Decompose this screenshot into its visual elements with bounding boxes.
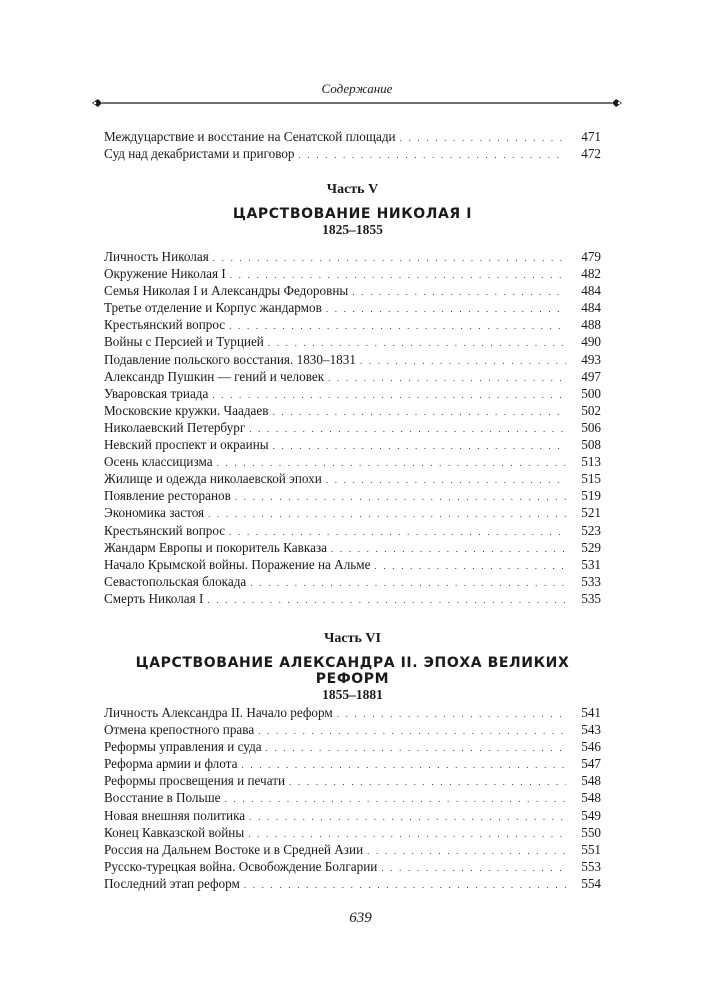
toc-entry-title: Появление ресторанов bbox=[104, 488, 231, 504]
toc-entry[interactable] bbox=[104, 487, 601, 504]
toc-entry-page: 500 bbox=[581, 385, 601, 401]
toc-entry-title: Московские кружки. Чаадаев bbox=[104, 402, 269, 418]
toc-part-6-list bbox=[104, 704, 601, 892]
toc-entry-page: 484 bbox=[581, 300, 601, 316]
toc-entry-page: 521 bbox=[581, 505, 601, 521]
toc-entry[interactable] bbox=[104, 282, 601, 299]
toc-entry[interactable] bbox=[104, 755, 601, 772]
toc-entry[interactable] bbox=[104, 265, 601, 282]
toc-entry-title: Семья Николая I и Александры Федоровны bbox=[104, 283, 349, 299]
toc-entry[interactable] bbox=[104, 504, 601, 521]
toc-entry[interactable] bbox=[104, 419, 601, 436]
part-title: ЦАРСТВОВАНИЕ НИКОЛАЯ I bbox=[232, 206, 473, 222]
toc-entry-title: Осень классицизма bbox=[104, 454, 213, 470]
toc-entry-title: Русско-турецкая война. Освобождение Болгарии bbox=[104, 858, 378, 874]
part-6-heading bbox=[104, 631, 601, 703]
toc-entry-page: 548 bbox=[581, 790, 601, 806]
toc-entry-title: Жилище и одежда николаевской эпохи bbox=[104, 471, 322, 487]
toc-entry-page: 550 bbox=[581, 824, 601, 840]
toc-entry-title: Восстание в Польше bbox=[104, 790, 221, 806]
part-years: 1855–1881 bbox=[322, 687, 383, 702]
toc-entry[interactable] bbox=[104, 470, 601, 487]
header-title: Содержание bbox=[321, 81, 393, 96]
toc-entry[interactable] bbox=[104, 299, 601, 316]
toc-entry-page: 546 bbox=[581, 739, 601, 755]
toc-entry-page: 529 bbox=[581, 539, 601, 555]
toc-entry-title: Экономика застоя bbox=[104, 505, 205, 521]
toc-entry-title: Суд над декабристами и приговор bbox=[104, 146, 295, 162]
toc-entry-title: Реформы просвещения и печати bbox=[104, 773, 286, 789]
toc-entry-title: Личность Николая bbox=[104, 249, 209, 264]
toc-entry-page: 484 bbox=[581, 283, 601, 299]
toc-entry[interactable] bbox=[104, 738, 601, 755]
toc-entry-title: Крестьянский вопрос bbox=[104, 522, 226, 538]
toc-entry[interactable] bbox=[104, 858, 601, 875]
toc-entry[interactable] bbox=[104, 368, 601, 385]
toc-entry[interactable] bbox=[104, 704, 601, 721]
toc-entry-page: 548 bbox=[581, 773, 601, 789]
toc-entry-title: Александр Пушкин — гений и человек bbox=[104, 368, 325, 384]
toc-entry[interactable] bbox=[104, 453, 601, 470]
toc-entry-title: Россия на Дальнем Востоке и в Средней Азии bbox=[104, 841, 364, 857]
toc-entry[interactable] bbox=[104, 128, 601, 145]
toc-entry-page: 523 bbox=[581, 522, 601, 538]
toc-entry[interactable] bbox=[104, 721, 601, 738]
toc-entry-page: 502 bbox=[581, 402, 601, 418]
toc-entry-title: Конец Кавказской войны bbox=[104, 824, 245, 840]
toc-entry-page: 533 bbox=[581, 573, 601, 589]
toc-entry[interactable] bbox=[104, 333, 601, 350]
part-title: ЦАРСТВОВАНИЕ АЛЕКСАНДРА II. ЭПОХА ВЕЛИКИХ РЕФОРМ bbox=[135, 655, 570, 687]
toc-entry-title: Смерть Николая I bbox=[104, 590, 204, 606]
part-5-heading bbox=[104, 182, 601, 238]
toc-entry-page: 519 bbox=[581, 488, 601, 504]
part-years: 1825–1855 bbox=[322, 222, 383, 237]
part-label: Часть VI bbox=[324, 631, 381, 646]
running-header bbox=[92, 78, 622, 106]
toc-entry-title: Новая внешняя политика bbox=[104, 807, 246, 823]
toc-entry-page: 479 bbox=[581, 249, 601, 264]
toc-entry-page: 531 bbox=[581, 556, 601, 572]
toc-entry[interactable] bbox=[104, 824, 601, 841]
toc-entry-page: 490 bbox=[581, 334, 601, 350]
toc-entry-title: Междуцарствие и восстание на Сенатской площади bbox=[104, 129, 396, 144]
ornamental-rule bbox=[92, 98, 622, 108]
toc-entry[interactable] bbox=[104, 402, 601, 419]
toc-entry[interactable] bbox=[104, 351, 601, 368]
toc-entry[interactable] bbox=[104, 436, 601, 453]
part-label: Часть V bbox=[326, 182, 379, 197]
toc-entry-title: Начало Крымской войны. Поражение на Альме bbox=[104, 556, 371, 572]
toc-entry-page: 471 bbox=[581, 129, 601, 144]
toc-entry-title: Реформы управления и суда bbox=[104, 739, 262, 755]
toc-entry-page: 535 bbox=[581, 590, 601, 606]
toc-entry[interactable] bbox=[104, 385, 601, 402]
toc-entry-page: 547 bbox=[581, 756, 601, 772]
toc-entry-page: 543 bbox=[581, 722, 601, 738]
toc-entry-page: 493 bbox=[581, 351, 601, 367]
toc-entry-page: 551 bbox=[581, 841, 601, 857]
toc-entry-title: Реформа армии и флота bbox=[104, 756, 238, 772]
toc-entry-page: 472 bbox=[581, 146, 601, 162]
toc-entry[interactable] bbox=[104, 807, 601, 824]
toc-part-5-list bbox=[104, 248, 601, 607]
toc-entry[interactable] bbox=[104, 316, 601, 333]
toc-entry[interactable] bbox=[104, 875, 601, 892]
toc-entry-title: Войны с Персией и Турцией bbox=[104, 334, 264, 350]
toc-entry-page: 541 bbox=[581, 705, 601, 720]
toc-entry[interactable] bbox=[104, 841, 601, 858]
toc-entry-title: Третье отделение и Корпус жандармов bbox=[104, 300, 322, 316]
toc-entry[interactable] bbox=[104, 789, 601, 806]
toc-entry-title: Личность Александра II. Начало реформ bbox=[104, 705, 333, 720]
toc-entry-title: Последний этап реформ bbox=[104, 875, 240, 891]
toc-entry[interactable] bbox=[104, 248, 601, 265]
toc-entry-title: Подавление польского восстания. 1830–1831 bbox=[104, 351, 356, 367]
toc-entry[interactable] bbox=[104, 590, 601, 607]
toc-entry[interactable] bbox=[104, 539, 601, 556]
toc-entry-page: 497 bbox=[581, 368, 601, 384]
page-number: 639 bbox=[349, 910, 372, 926]
toc-entry-page: 554 bbox=[581, 875, 601, 891]
toc-entry-page: 488 bbox=[581, 317, 601, 333]
toc-entry[interactable] bbox=[104, 556, 601, 573]
toc-entry-title: Отмена крепостного права bbox=[104, 722, 255, 738]
toc-entry-title: Севастопольская блокада bbox=[104, 573, 247, 589]
toc-entry[interactable] bbox=[104, 522, 601, 539]
toc-entry-page: 506 bbox=[581, 419, 601, 435]
toc-entry-title: Николаевский Петербург bbox=[104, 419, 246, 435]
toc-entry-page: 513 bbox=[581, 454, 601, 470]
toc-entry-page: 549 bbox=[581, 807, 601, 823]
toc-intro-list bbox=[104, 128, 601, 162]
toc-entry-page: 482 bbox=[581, 266, 601, 282]
toc-entry-title: Невский проспект и окраины bbox=[104, 437, 269, 453]
toc-entry-title: Крестьянский вопрос bbox=[104, 317, 226, 333]
toc-entry[interactable] bbox=[104, 145, 601, 162]
toc-entry-title: Окружение Николая I bbox=[104, 266, 226, 282]
toc-entry-title: Жандарм Европы и покоритель Кавказа bbox=[104, 539, 328, 555]
toc-entry-title: Уваровская триада bbox=[104, 385, 209, 401]
toc-entry-page: 508 bbox=[581, 437, 601, 453]
toc-entry-page: 553 bbox=[581, 858, 601, 874]
toc-entry[interactable] bbox=[104, 772, 601, 789]
toc-entry[interactable] bbox=[104, 573, 601, 590]
toc-entry-page: 515 bbox=[581, 471, 601, 487]
